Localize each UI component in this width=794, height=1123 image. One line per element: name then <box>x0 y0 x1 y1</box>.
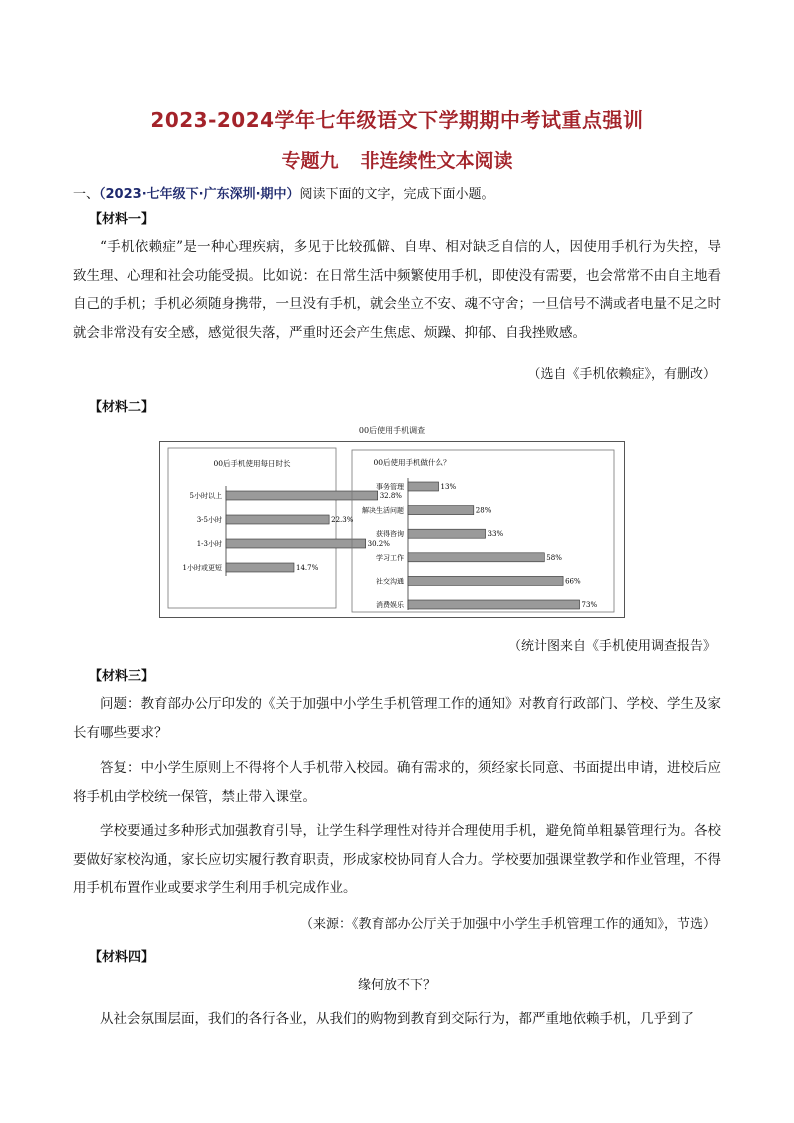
question-heading <box>73 183 495 202</box>
material1-text: “手机依赖症”是一种心理疾病，多见于比较孤僻、自卑、相对缺乏自信的人，因使用手机行为失控，导致生理、心理和社会功能受损。比如说：在日常生活中频繁使用手机，即使没有需要，也会常常不由自主地看自己的手机；手机必须随身携带，一旦没有手机，就会坐立不安、魂不守舍；一旦信号不满或者电量不足之时就会非常没有安全感，感觉很失落，严重时还会产生焦虑、烦躁、抑郁、自我挫败感。 <box>73 239 721 342</box>
chart1-value-label: 33% <box>487 530 504 539</box>
chart1-bar <box>408 506 474 515</box>
material3-credit: （来源：《教育部办公厅关于加强中小学生手机管理工作的通知》，节选） <box>299 917 716 932</box>
left-chart-panel <box>168 448 336 608</box>
chart1-category-label: 学习工作 <box>376 553 404 562</box>
survey-charts <box>160 442 624 617</box>
chart1-value-label: 73% <box>581 601 598 609</box>
chart1-bar <box>408 600 580 609</box>
chart-main-title: 00后使用手机调查 <box>358 426 426 435</box>
chart0-category-label: 3-5小时 <box>196 516 222 524</box>
chart0-bar <box>226 515 329 524</box>
chart1-value-label: 66% <box>565 577 581 586</box>
material3-school-requirements: 学校要通过多种形式加强教育引导，让学生科学理性对待并合理使用手机，避免简单粗暴管理行为。各校要做好家校沟通，家长应切实履行教育职责，形成家校协同育人合力。学校要加强课堂教学和作业管理，不得用手机布置作业或要求学生利用手机完成作业。 <box>73 823 721 897</box>
material3-answer: 答复：中小学生原则上不得将个人手机带入校园。确有需求的，须经家长同意、书面提出申请，进校后应将手机由学校统一保管，禁止带入课堂。 <box>73 760 721 805</box>
material1-label: 【材料一】 <box>89 212 155 227</box>
chart0-category-label: 5小时以上 <box>189 492 222 500</box>
material3-label: 【材料三】 <box>89 669 155 684</box>
chart0-category-label: 1小时或更短 <box>182 564 222 572</box>
material4-label: 【材料四】 <box>89 950 155 965</box>
chart1-bar <box>408 576 563 585</box>
chart1-bar <box>408 482 439 491</box>
chart0-bar <box>226 539 366 548</box>
material2-label: 【材料二】 <box>89 400 155 415</box>
page-title: 2023-2024学年七年级语文下学期期中考试重点强训 <box>150 108 644 132</box>
left-chart-bars <box>183 491 403 572</box>
chart0-bar <box>226 563 294 572</box>
chart0-bar <box>226 491 378 500</box>
chart0-value-label: 32.8% <box>379 492 402 500</box>
chart1-value-label: 13% <box>440 483 457 491</box>
chart0-value-label: 30.2% <box>367 540 390 548</box>
material3-question: 问题：教育部办公厅印发的《关于加强中小学生手机管理工作的通知》对教育行政部门、学校、学生及家长有哪些要求？ <box>73 696 721 741</box>
chart0-category-label: 1-3小时 <box>196 540 222 548</box>
chart1-category-label: 事务管理 <box>376 483 404 491</box>
chart1-bar <box>408 529 486 538</box>
subtitle-topic-number: 专题九 <box>281 150 339 172</box>
chart1-value-label: 28% <box>475 506 492 515</box>
chart0-value-label: 22.3% <box>331 516 354 524</box>
material4-title: 缘何放不下？ <box>357 978 436 993</box>
chart-frame <box>159 441 625 618</box>
page-subtitle <box>0 146 794 173</box>
subtitle-topic-name: 非连续性文本阅读 <box>360 150 513 172</box>
material1-credit: （选自《手机依赖症》，有删改） <box>527 367 716 382</box>
chart0-value-label: 14.7% <box>295 564 319 572</box>
material2-credit: （统计图来自《手机使用调查报告》 <box>507 639 716 654</box>
question-source: （2023·七年级下·广东深圳·期中） <box>99 187 300 202</box>
chart1-bar <box>408 553 544 562</box>
material4-text: 从社会氛围层面，我们的各行各业，从我们的购物到教育到交际行为，都严重地依赖手机，几乎到了 <box>100 1011 694 1027</box>
right-chart-bars <box>362 482 597 609</box>
chart1-category-label: 消费娱乐 <box>376 601 404 609</box>
chart1-category-label: 解决生活问题 <box>362 506 404 515</box>
right-chart-title: 00后使用手机做什么？ <box>373 458 451 467</box>
question-number: 一、 <box>73 187 100 202</box>
question-instruction: 阅读下面的文字，完成下面小题。 <box>299 187 495 202</box>
left-chart-title: 00后手机使用每日时长 <box>213 459 291 468</box>
chart1-value-label: 58% <box>546 553 562 562</box>
chart1-category-label: 获得咨询 <box>376 530 404 539</box>
chart1-category-label: 社交沟通 <box>376 577 404 586</box>
